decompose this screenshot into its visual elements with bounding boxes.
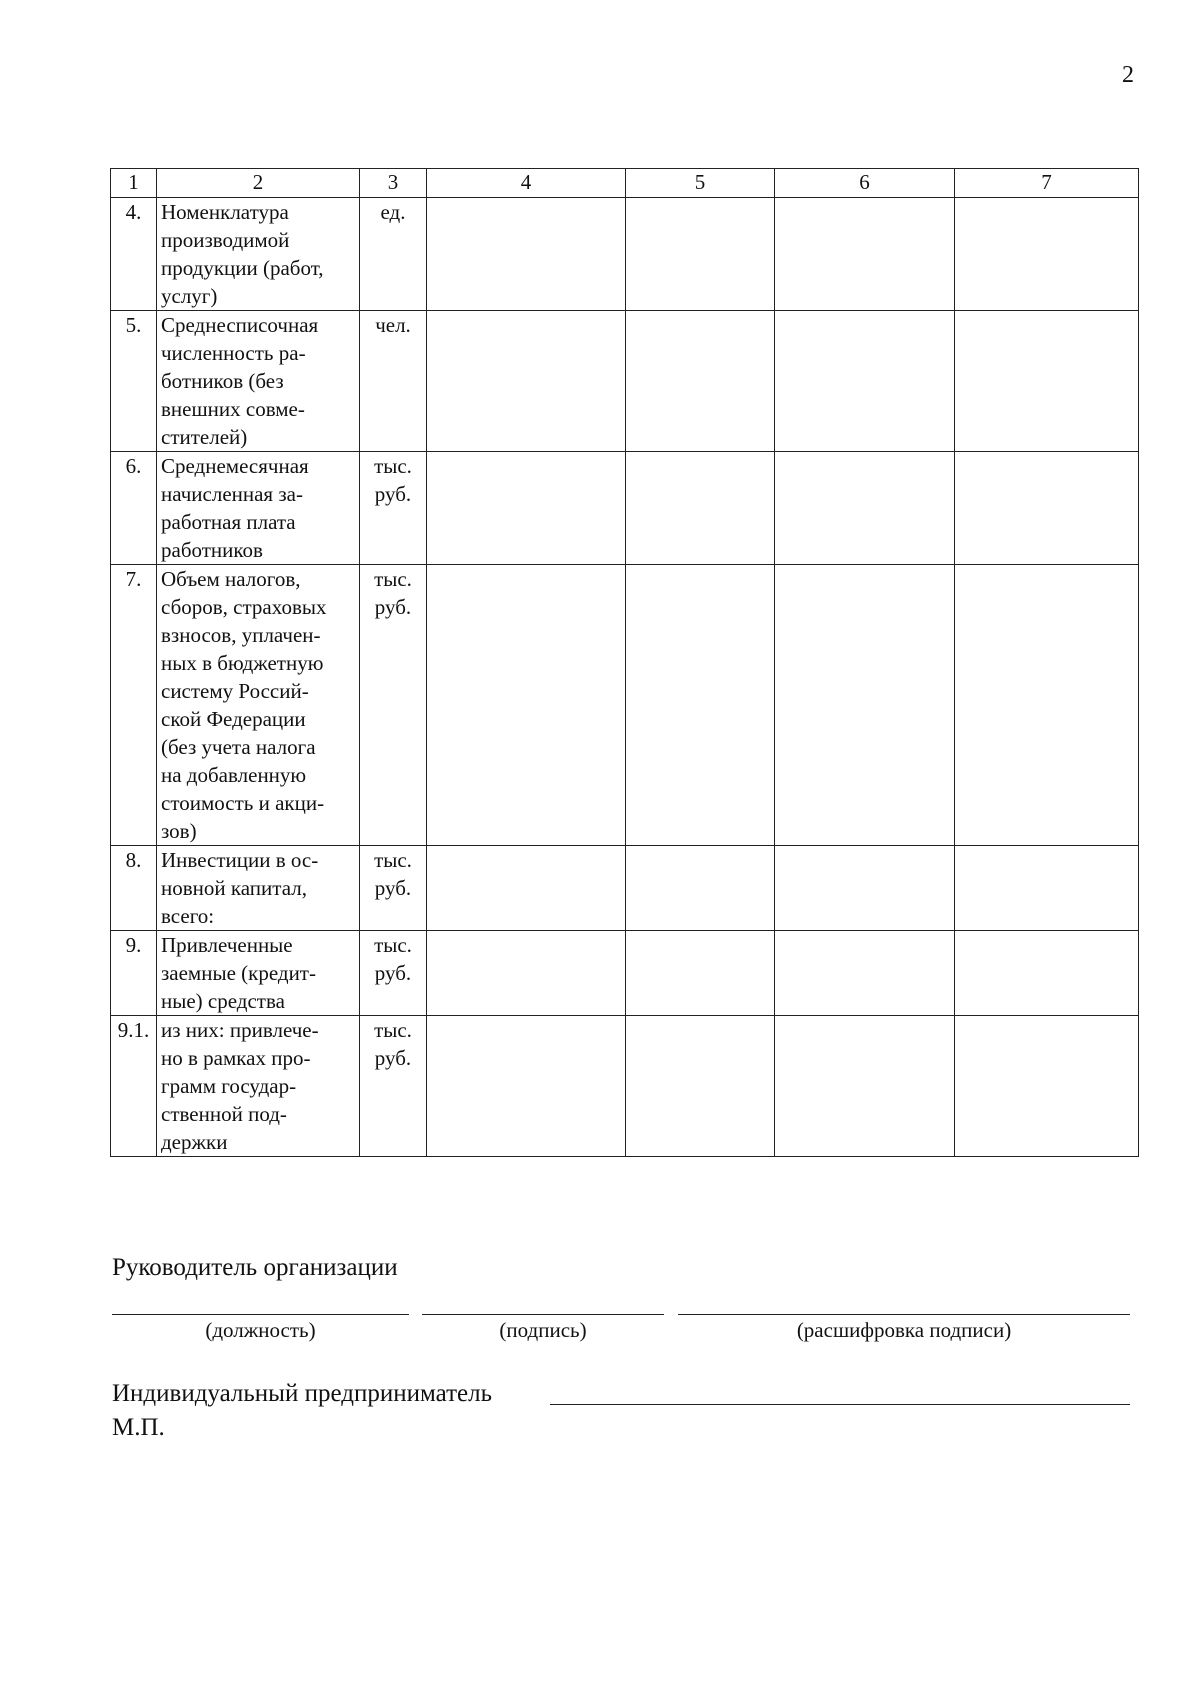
value-cell-col-7[interactable] [955,452,1139,565]
value-cell-col-7[interactable] [955,846,1139,931]
indicator-name-line: численность ра- [161,341,306,365]
value-cell-col-5[interactable] [626,565,775,846]
signature-decoding-line[interactable] [678,1314,1130,1315]
indicator-name-line: систему Россий- [161,679,309,703]
unit-line: руб. [374,961,412,985]
unit-of-measure [360,311,427,452]
indicators-table [110,168,1139,1157]
value-cell-col-4[interactable] [427,846,626,931]
value-cell-col-4[interactable] [427,452,626,565]
indicator-name-line: Среднемесячная [161,454,309,478]
table-row [111,565,1139,846]
column-header-5: 5 [626,169,775,198]
indicator-name-line: ственной под- [161,1102,287,1126]
value-cell-col-6[interactable] [775,1016,955,1157]
unit-line: руб. [374,1046,412,1070]
indicator-name [157,931,360,1016]
unit-line: тыс. [374,933,412,957]
unit-line: руб. [374,876,412,900]
signature-line[interactable] [422,1314,664,1315]
value-cell-col-4[interactable] [427,565,626,846]
unit-line: тыс. [374,1018,412,1042]
value-cell-col-4[interactable] [427,931,626,1016]
value-cell-col-7[interactable] [955,931,1139,1016]
value-cell-col-4[interactable] [427,1016,626,1157]
indicator-name [157,198,360,311]
value-cell-col-4[interactable] [427,311,626,452]
indicator-name-line: но в рамках про- [161,1046,311,1070]
table-body [111,198,1139,1157]
page-number: 2 [1122,62,1134,88]
column-header-1: 1 [111,169,157,198]
value-cell-col-7[interactable] [955,1016,1139,1157]
column-header-6: 6 [775,169,955,198]
indicator-name-line: ботников (без [161,369,284,393]
value-cell-col-6[interactable] [775,452,955,565]
indicator-name-line: на добавленную [161,763,307,787]
table-row [111,311,1139,452]
table-row [111,198,1139,311]
value-cell-col-6[interactable] [775,311,955,452]
indicator-name-line: взносов, уплачен- [161,623,321,647]
column-header-4: 4 [427,169,626,198]
indicator-name [157,311,360,452]
row-number: 8. [111,846,157,931]
indicator-name-line: ской Федерации [161,707,306,731]
value-cell-col-6[interactable] [775,198,955,311]
indicator-name-line: ных в бюджетную [161,651,324,675]
value-cell-col-7[interactable] [955,565,1139,846]
indicator-name-line: производимой [161,228,290,252]
indicator-name-line: всего: [161,904,215,928]
indicator-name-line: стителей) [161,425,248,449]
value-cell-col-5[interactable] [626,1016,775,1157]
indicator-name [157,846,360,931]
column-header-7: 7 [955,169,1139,198]
row-number: 9. [111,931,157,1016]
unit-line: чел. [375,313,411,337]
unit-of-measure [360,452,427,565]
unit-line: тыс. [374,567,412,591]
indicator-name-line: заемные (кредит- [161,961,316,985]
entrepreneur-line[interactable] [550,1404,1130,1405]
value-cell-col-4[interactable] [427,198,626,311]
column-header-2: 2 [157,169,360,198]
signature-decoding-caption: (расшифровка подписи) [796,1318,1012,1342]
indicator-name-line: держки [161,1130,228,1154]
stamp-label: М.П. [112,1414,165,1441]
indicator-name-line: сборов, страховых [161,595,327,619]
indicator-name-line: внешних совме- [161,397,305,421]
value-cell-col-7[interactable] [955,198,1139,311]
unit-of-measure [360,1016,427,1157]
unit-line: тыс. [374,454,412,478]
indicator-name-line: услуг) [161,284,218,308]
indicator-name-line: Привлеченные [161,933,293,957]
unit-of-measure [360,198,427,311]
indicator-name-line: работная плата [161,510,296,534]
unit-line: тыс. [374,848,412,872]
position-caption: (должность) [205,1318,316,1342]
column-header-3: 3 [360,169,427,198]
value-cell-col-7[interactable] [955,311,1139,452]
signature-caption: (подпись) [499,1318,587,1342]
unit-of-measure [360,565,427,846]
indicator-name-line: зов) [161,819,197,843]
indicator-name-line: продукции (работ, [161,256,324,280]
value-cell-col-6[interactable] [775,565,955,846]
indicator-name-line: Среднесписочная [161,313,319,337]
table-row [111,846,1139,931]
row-number: 9.1. [111,1016,157,1157]
table-row [111,452,1139,565]
indicator-name-line: (без учета налога [161,735,316,759]
indicator-name [157,1016,360,1157]
value-cell-col-5[interactable] [626,198,775,311]
value-cell-col-6[interactable] [775,931,955,1016]
value-cell-col-5[interactable] [626,452,775,565]
indicator-name-line: Объем налогов, [161,567,301,591]
indicator-name-line: новной капитал, [161,876,307,900]
indicator-name [157,565,360,846]
unit-line: руб. [374,482,412,506]
unit-line: руб. [374,595,412,619]
table-row [111,1016,1139,1157]
unit-of-measure [360,846,427,931]
position-line[interactable] [112,1314,409,1315]
row-number: 6. [111,452,157,565]
value-cell-col-6[interactable] [775,846,955,931]
indicator-name [157,452,360,565]
value-cell-col-5[interactable] [626,311,775,452]
head-of-organization-label: Руководитель организации [112,1254,398,1281]
unit-of-measure [360,931,427,1016]
row-number: 7. [111,565,157,846]
indicator-name-line: Номенклатура [161,200,289,224]
value-cell-col-5[interactable] [626,931,775,1016]
indicator-name-line: Инвестиции в ос- [161,848,319,872]
indicator-name-line: ные) средства [161,989,285,1013]
entrepreneur-label: Индивидуальный предприниматель [112,1380,492,1407]
indicator-name-line: работников [161,538,263,562]
indicator-name-line: стоимость и акци- [161,791,325,815]
value-cell-col-5[interactable] [626,846,775,931]
indicator-name-line: из них: привлече- [161,1018,319,1042]
unit-line: ед. [380,200,406,224]
table-row [111,931,1139,1016]
indicator-name-line: грамм государ- [161,1074,297,1098]
row-number: 5. [111,311,157,452]
row-number: 4. [111,198,157,311]
table-header-row [111,169,1139,198]
indicator-name-line: начисленная за- [161,482,303,506]
